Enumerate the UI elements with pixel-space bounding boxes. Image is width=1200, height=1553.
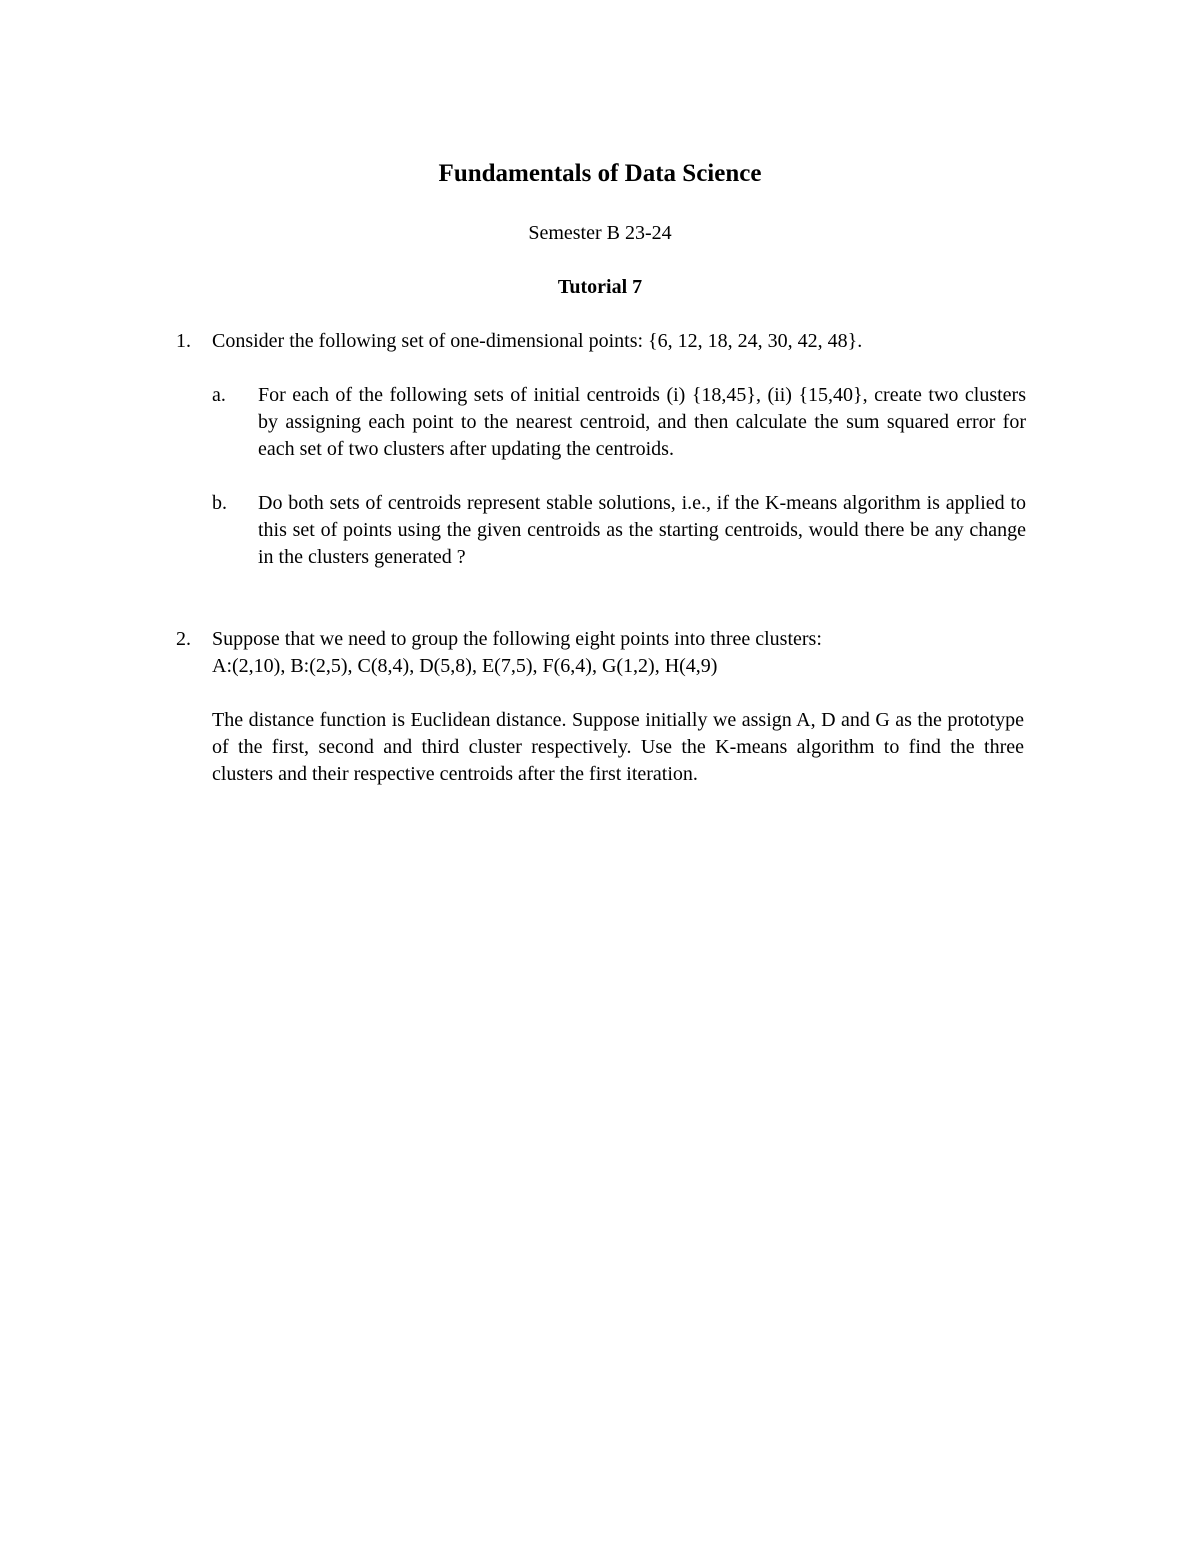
question-2-points: A:(2,10), B:(2,5), C(8,4), D(5,8), E(7,5), F(6,4), G(1,2), H(4,9) bbox=[212, 655, 718, 677]
part-b-label: b. bbox=[212, 492, 227, 514]
question-2-paragraph: The distance function is Euclidean distance. Suppose initially we assign A, D and G as the prototype of the first, second and third cluster respectively. Use the K-means algorithm to find the three clusters and their respective centroids after the first iteration. bbox=[212, 709, 1024, 785]
question-2-text: Suppose that we need to group the following eight points into three clusters: bbox=[212, 628, 822, 650]
question-1-text: Consider the following set of one-dimensional points: {6, 12, 18, 24, 30, 42, 48}. bbox=[212, 330, 863, 352]
semester-label: Semester B 23-24 bbox=[528, 222, 672, 244]
part-b-text: Do both sets of centroids represent stable solutions, i.e., if the K-means algorithm is applied to this set of points using the given centroids as the starting centroids, would there be any change in the clusters generated ? bbox=[258, 492, 1026, 568]
part-a-text: For each of the following sets of initial centroids (i) {18,45}, (ii) {15,40}, create two clusters by assigning each point to the nearest centroid, and then calculate the sum squared error for each set of two clusters after updating the centroids. bbox=[258, 384, 1026, 460]
tutorial-heading: Tutorial 7 bbox=[557, 276, 643, 298]
question-2-number: 2. bbox=[176, 628, 191, 650]
document-title: Fundamentals of Data Science bbox=[438, 160, 762, 187]
question-1-number: 1. bbox=[176, 330, 191, 352]
part-a-label: a. bbox=[212, 384, 226, 406]
